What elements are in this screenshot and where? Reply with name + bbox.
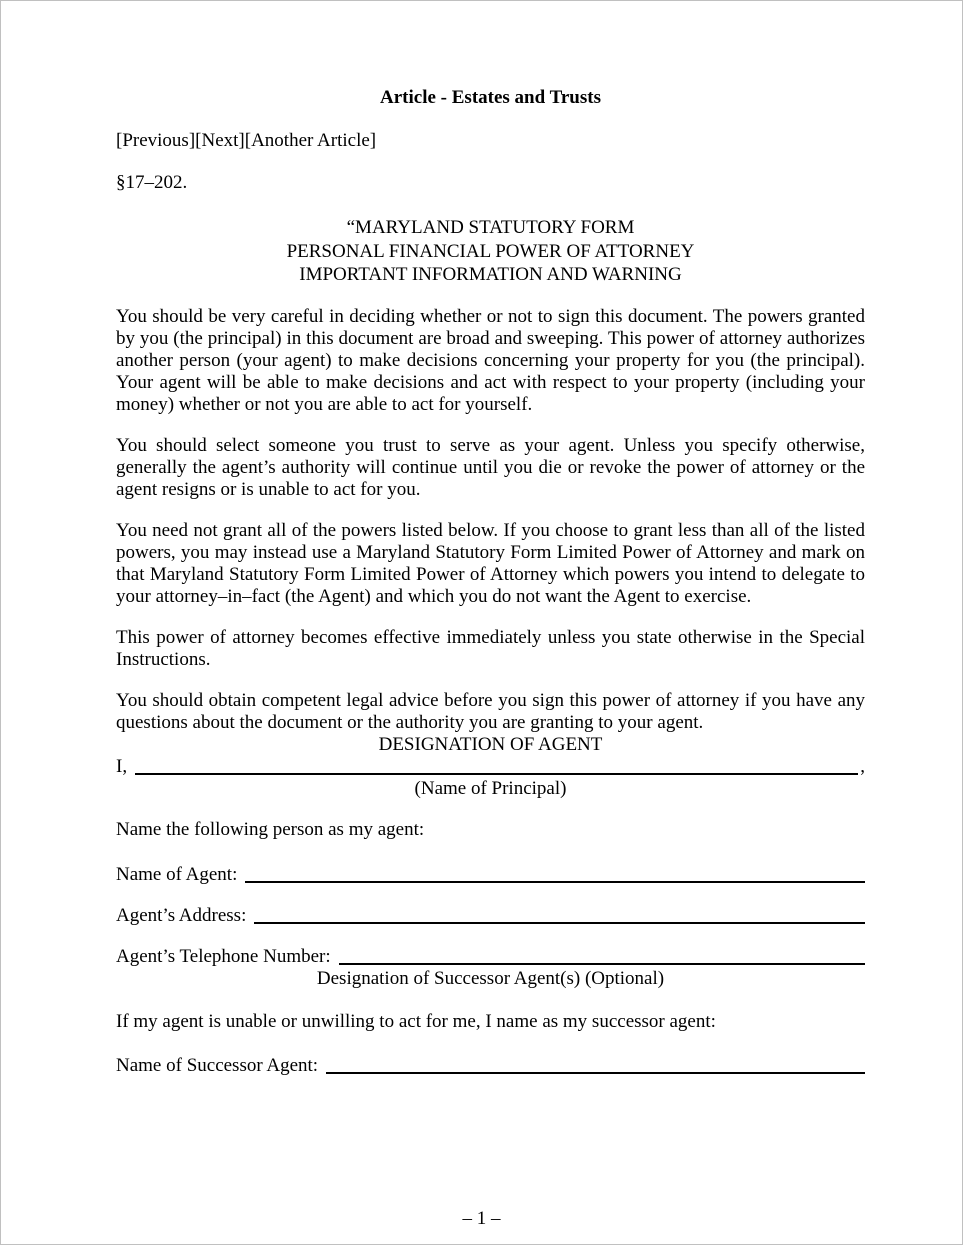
successor-name-label: Name of Successor Agent:: [116, 1054, 319, 1076]
successor-name-blank: [326, 1055, 865, 1074]
paragraph-grant-powers: You need not grant all of the powers listed below. If you choose to grant less than all of the listed powers, you may instead use a Maryland Statutory Form Limited Power of Attorney and mark on that Maryland Statutory Form Limited Power of Attorney which powers you intend to delegate to your attorney–in–fact (the Agent) and which you do not want the Agent to exercise.: [116, 519, 865, 607]
form-heading-line-2: PERSONAL FINANCIAL POWER OF ATTORNEY: [286, 240, 695, 262]
form-heading-line-3: IMPORTANT INFORMATION AND WARNING: [299, 264, 682, 285]
page-title: Article - Estates and Trusts: [380, 87, 601, 108]
form-heading-line-1: “MARYLAND STATUTORY FORM: [346, 217, 635, 238]
nav-links: [116, 130, 865, 152]
principal-prefix: I,: [116, 755, 128, 777]
agent-address-blank: [254, 905, 865, 924]
principal-name-blank: [135, 756, 858, 775]
agent-name-label: Name of Agent:: [116, 863, 238, 885]
section-number: §17–202.: [116, 172, 188, 193]
successor-agent-heading: Designation of Successor Agent(s) (Optional): [316, 967, 665, 989]
agent-name-field: [116, 864, 865, 886]
paragraph-effective-immediately: This power of attorney becomes effective immediately unless you state otherwise in the Special Instructions.: [116, 626, 865, 670]
agent-name-blank: [245, 864, 865, 883]
paragraph-careful-warning: You should be very careful in deciding whether or not to sign this document. The powers granted by you (the principal) in this document are broad and sweeping. This power of attorney authorizes another person (your agent) to make decisions concerning your property for you (the principal). Your agent will be able to make decisions and act with respect to your property (including your money) whether or not you are able to act for yourself.: [116, 305, 865, 415]
form-heading: [116, 216, 865, 287]
nav-link-next[interactable]: [Next]: [195, 130, 245, 151]
nav-link-previous[interactable]: [Previous]: [116, 130, 196, 151]
agent-phone-blank: [339, 946, 865, 965]
paragraph-select-agent: You should select someone you trust to serve as your agent. Unless you specify otherwise, generally the agent’s authority will continue until you die or revoke the power of attorney or the agent resigns or is unable to act for you.: [116, 434, 865, 500]
agent-address-label: Agent’s Address:: [116, 904, 247, 926]
principal-name-row: [116, 756, 865, 778]
page-number: – 1 –: [462, 1208, 501, 1229]
agent-address-field: [116, 905, 865, 927]
agent-phone-field: [116, 946, 865, 968]
successor-intro: If my agent is unable or unwilling to act for me, I name as my successor agent:: [116, 1010, 716, 1032]
agent-phone-label: Agent’s Telephone Number:: [116, 945, 331, 967]
document-content: [1, 1, 962, 1077]
successor-name-field: [116, 1055, 865, 1077]
agent-intro: Name the following person as my agent:: [116, 818, 425, 840]
principal-caption: (Name of Principal): [414, 777, 567, 799]
paragraph-legal-advice: You should obtain competent legal advice before you sign this power of attorney if you have any questions about the document or the authority you are granting to your agent.: [116, 689, 865, 733]
designation-of-agent-heading: DESIGNATION OF AGENT: [378, 733, 603, 755]
principal-suffix: ,: [860, 755, 865, 777]
nav-link-another-article[interactable]: [Another Article]: [244, 130, 377, 151]
